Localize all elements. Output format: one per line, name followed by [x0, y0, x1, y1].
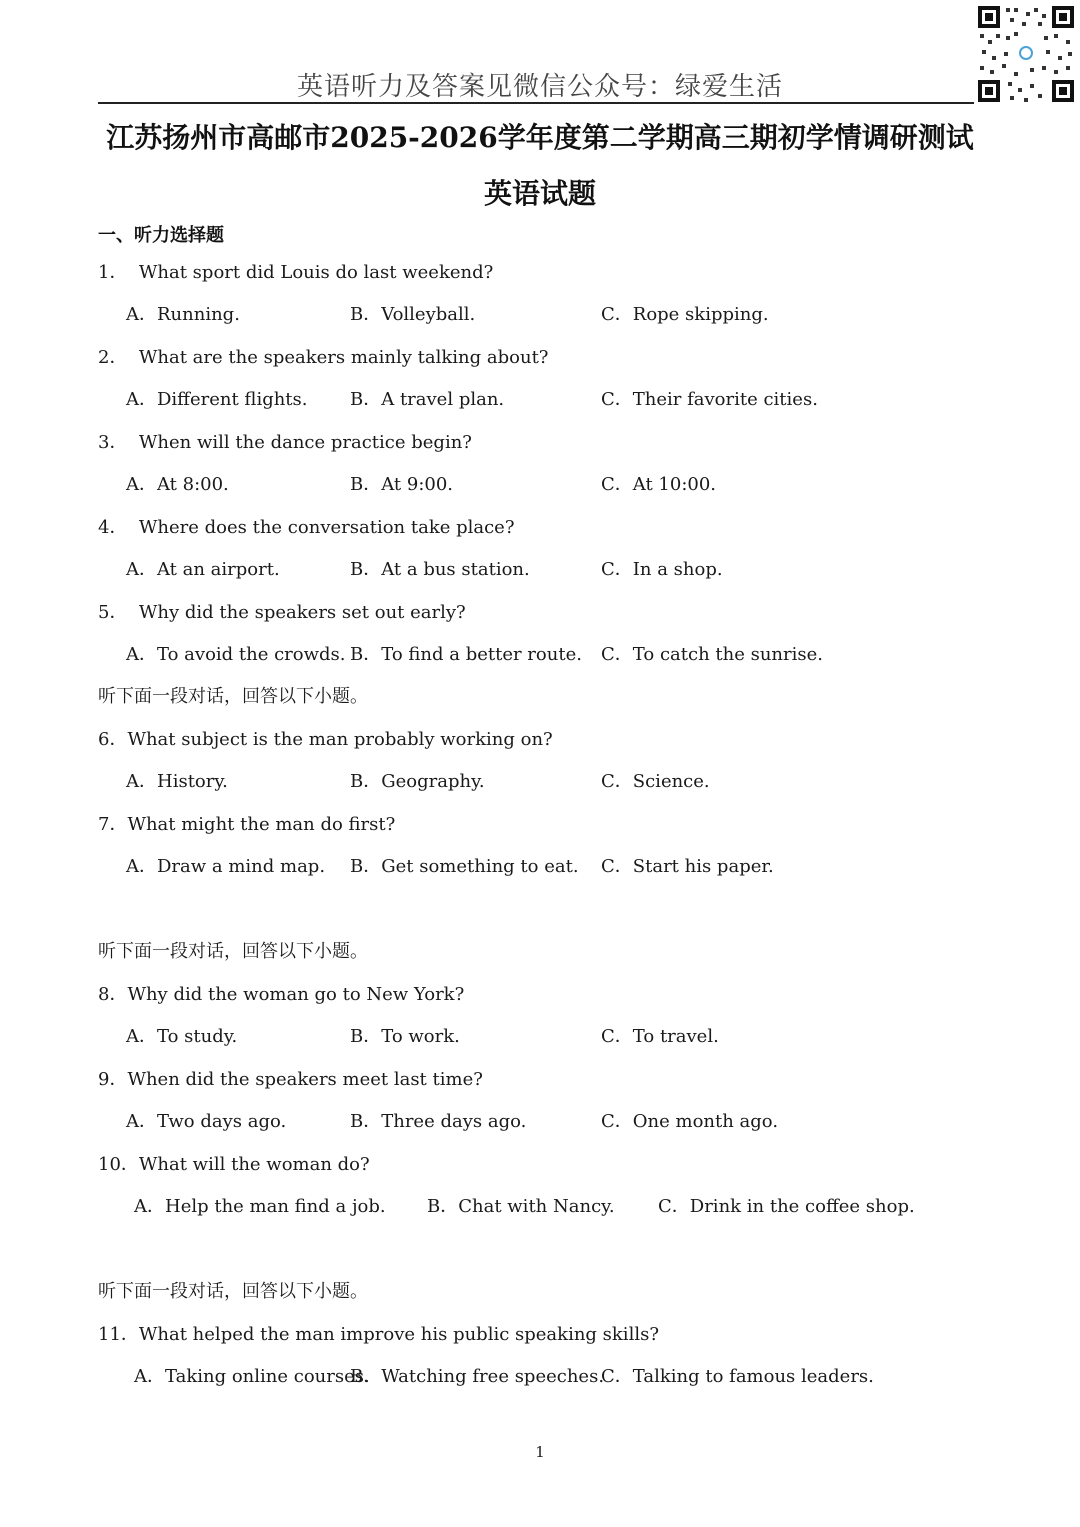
option-c: C．To catch the sunrise. — [601, 644, 823, 665]
question-4 — [98, 513, 515, 539]
option-c: C．Drink in the coffee shop. — [658, 1196, 915, 1217]
question-9 — [98, 1065, 483, 1091]
question-text: What sport did Louis do last weekend? — [138, 262, 494, 283]
section-heading: 一、听力选择题 — [98, 225, 224, 246]
option-c: C．Their favorite cities. — [601, 389, 818, 410]
option-c: C．One month ago. — [601, 1111, 779, 1132]
question-number: 5． — [98, 602, 128, 623]
question-text: When did the speakers meet last time? — [127, 1069, 483, 1090]
option-b: B．At 9:00. — [350, 474, 454, 495]
option-a: A．Help the man find a job. — [134, 1196, 386, 1217]
question-1 — [98, 258, 493, 284]
question-11 — [98, 1320, 659, 1346]
option-c: C．At 10:00. — [601, 474, 717, 495]
question-text: What will the woman do? — [138, 1154, 370, 1175]
question-number: 2． — [98, 347, 128, 368]
question-text: What helped the man improve his public speaking skills? — [138, 1324, 659, 1345]
header-divider — [98, 102, 976, 104]
option-a: A．At 8:00. — [126, 474, 229, 495]
page-title: 江苏扬州市高邮市2025-2026学年度第二学期高三期初学情调研测试 — [106, 121, 974, 154]
page-number: 1 — [535, 1443, 545, 1461]
page-subtitle: 英语试题 — [483, 177, 596, 210]
option-a: A．Two days ago. — [126, 1111, 287, 1132]
header-note: 英语听力及答案见微信公众号：绿爱生活 — [296, 72, 783, 102]
question-text: What subject is the man probably working on? — [127, 729, 553, 750]
option-a: A．Draw a mind map. — [126, 856, 326, 877]
option-b: B．Chat with Nancy. — [427, 1196, 615, 1217]
question-7 — [98, 810, 395, 836]
option-a: A．To avoid the crowds. — [126, 644, 346, 665]
option-b: B．A travel plan. — [350, 389, 505, 410]
question-number: 10． — [98, 1154, 139, 1175]
option-a: A．Different flights. — [126, 389, 308, 410]
question-text: What are the speakers mainly talking about? — [138, 347, 549, 368]
option-c: C．Science. — [601, 771, 710, 792]
question-5 — [98, 598, 466, 624]
question-8 — [98, 980, 464, 1006]
question-6 — [98, 725, 553, 751]
option-b: B．At a bus station. — [350, 559, 530, 580]
question-text: When will the dance practice begin? — [138, 432, 472, 453]
option-b: B．Watching free speeches. — [350, 1366, 605, 1387]
option-a: A．History. — [126, 771, 228, 792]
question-number: 11． — [98, 1324, 139, 1345]
option-b: B．To work. — [350, 1026, 460, 1047]
question-3 — [98, 428, 472, 454]
listening-instruction: 听下面一段对话，回答以下小题。 — [98, 686, 368, 707]
question-text: Why did the woman go to New York? — [127, 984, 465, 1005]
option-c: C．Start his paper. — [601, 856, 774, 877]
listening-instruction: 听下面一段对话，回答以下小题。 — [98, 941, 368, 962]
question-number: 4． — [98, 517, 128, 538]
qr-code-icon — [974, 2, 1078, 106]
option-a: A．At an airport. — [126, 559, 280, 580]
option-b: B．Get something to eat. — [350, 856, 579, 877]
question-number: 7． — [98, 814, 128, 835]
question-text: Where does the conversation take place? — [138, 517, 515, 538]
option-b: B．To find a better route. — [350, 644, 582, 665]
option-b: B．Volleyball. — [350, 304, 476, 325]
listening-instruction: 听下面一段对话，回答以下小题。 — [98, 1281, 368, 1302]
question-10 — [98, 1150, 370, 1176]
option-b: B．Three days ago. — [350, 1111, 527, 1132]
question-2 — [98, 343, 548, 369]
option-a: A．To study. — [126, 1026, 238, 1047]
question-number: 6． — [98, 729, 128, 750]
question-text: Why did the speakers set out early? — [138, 602, 466, 623]
question-number: 9． — [98, 1069, 128, 1090]
option-b: B．Geography. — [350, 771, 485, 792]
option-c: C．Talking to famous leaders. — [601, 1366, 874, 1387]
option-c: C．Rope skipping. — [601, 304, 769, 325]
option-a: A．Taking online courses. — [134, 1366, 370, 1387]
option-c: C．To travel. — [601, 1026, 719, 1047]
question-number: 8． — [98, 984, 128, 1005]
option-a: A．Running. — [126, 304, 240, 325]
option-c: C．In a shop. — [601, 559, 723, 580]
question-number: 3． — [98, 432, 128, 453]
question-number: 1． — [98, 262, 128, 283]
question-text: What might the man do first? — [127, 814, 396, 835]
